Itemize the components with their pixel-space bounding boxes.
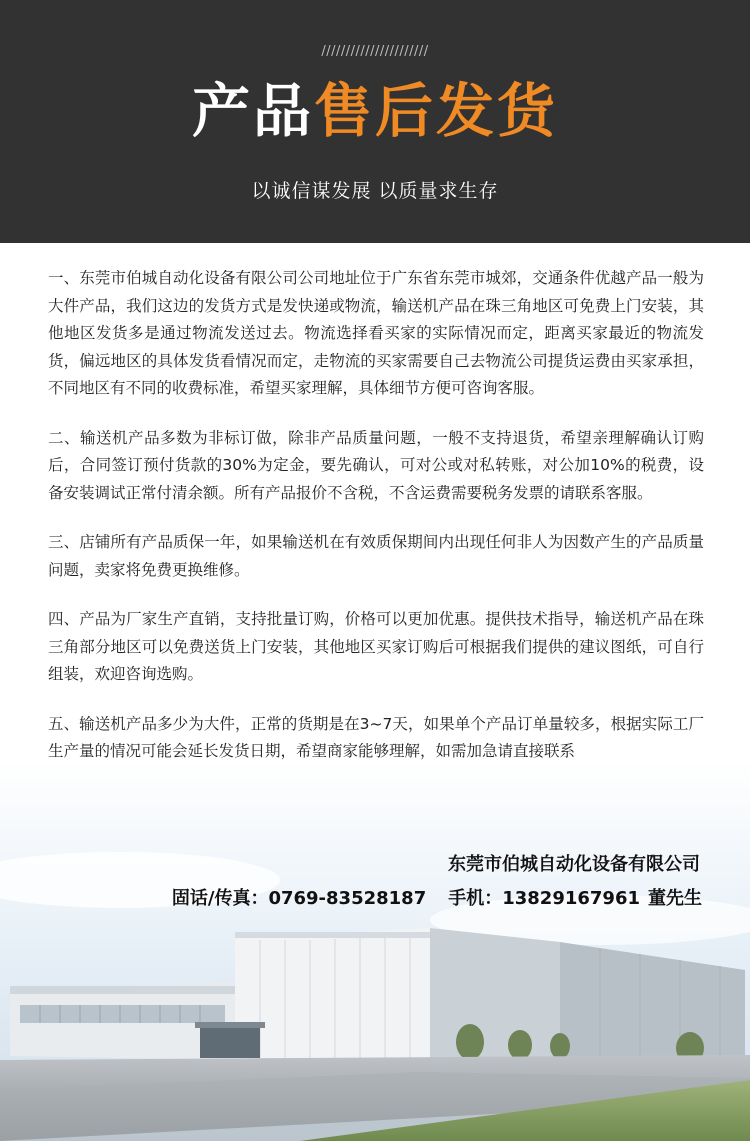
mobile-label: 手机： — [448, 888, 503, 909]
phone-label: 固话/传真： — [171, 888, 269, 909]
page-title — [0, 77, 750, 145]
paragraph-warranty: 三、店铺所有产品质保一年，如果输送机在有效质保期间内出现任何非人为因数产生的产品质量问题，卖家将免费更换维修。 — [48, 533, 704, 579]
paragraph-returns-payment: 二、输送机产品多数为非标订做，除非产品质量问题，一般不支持退货，希望亲理解确认订购后，合同签订预付货款的30%为定金，要先确认，可对公或对私转账，对公加10%的税费，设备安装调试正常付清余额。所有产品报价不含税，不含运费需要税务发票的请联系客服。 — [48, 428, 704, 502]
slogan: 以诚信谋发展 以质量求生存 — [251, 180, 499, 202]
paragraph-shipping: 一、东莞市伯城自动化设备有限公司公司地址位于广东省东莞市城郊，交通条件优越产品一般为大件产品，我们这边的发货方式是发快递或物流，输送机产品在珠三角地区可免费上门安装，其他地区发货多是通过物流发送过去。物流选择看买家的实际情况而定，距离买家最近的物流发货，偏远地区的具体发货看情况而定，走物流的买家需要自己去物流公司提货运费由买家承担，不同地区有不同的收费标准，希望买家理解，具体细节方便可咨询客服。 — [48, 269, 704, 397]
mobile-number: 13829167961 — [502, 888, 640, 909]
title-orange-part: 售后发货 — [314, 77, 559, 145]
paragraph-direct-sales: 四、产品为厂家生产直销，支持批量订购，价格可以更加优惠。提供技术指导，输送机产品在珠三角部分地区可以免费送货上门安装，其他地区买家订购后可根据我们提供的建议图纸，可自行组装，欢迎咨询选购。 — [48, 610, 704, 683]
decorative-slashes: ////////////////////// — [321, 44, 429, 59]
service-terms — [48, 265, 704, 788]
phone-number: 0769-83528187 — [268, 888, 427, 909]
factory-illustration — [0, 760, 750, 1141]
header-banner — [0, 0, 750, 243]
title-white-part: 产品 — [191, 77, 314, 145]
contact-info — [172, 884, 702, 910]
paragraph-delivery-time: 五、输送机产品多少为大件，正常的货期是在3~7天，如果单个产品订单量较多，根据实际工厂生产量的情况可能会延长发货日期，希望商家能够理解，如需加急请直接联系 — [48, 714, 704, 760]
contact-person: 董先生 — [648, 888, 702, 909]
company-name: 东莞市伯城自动化设备有限公司 — [448, 854, 700, 875]
